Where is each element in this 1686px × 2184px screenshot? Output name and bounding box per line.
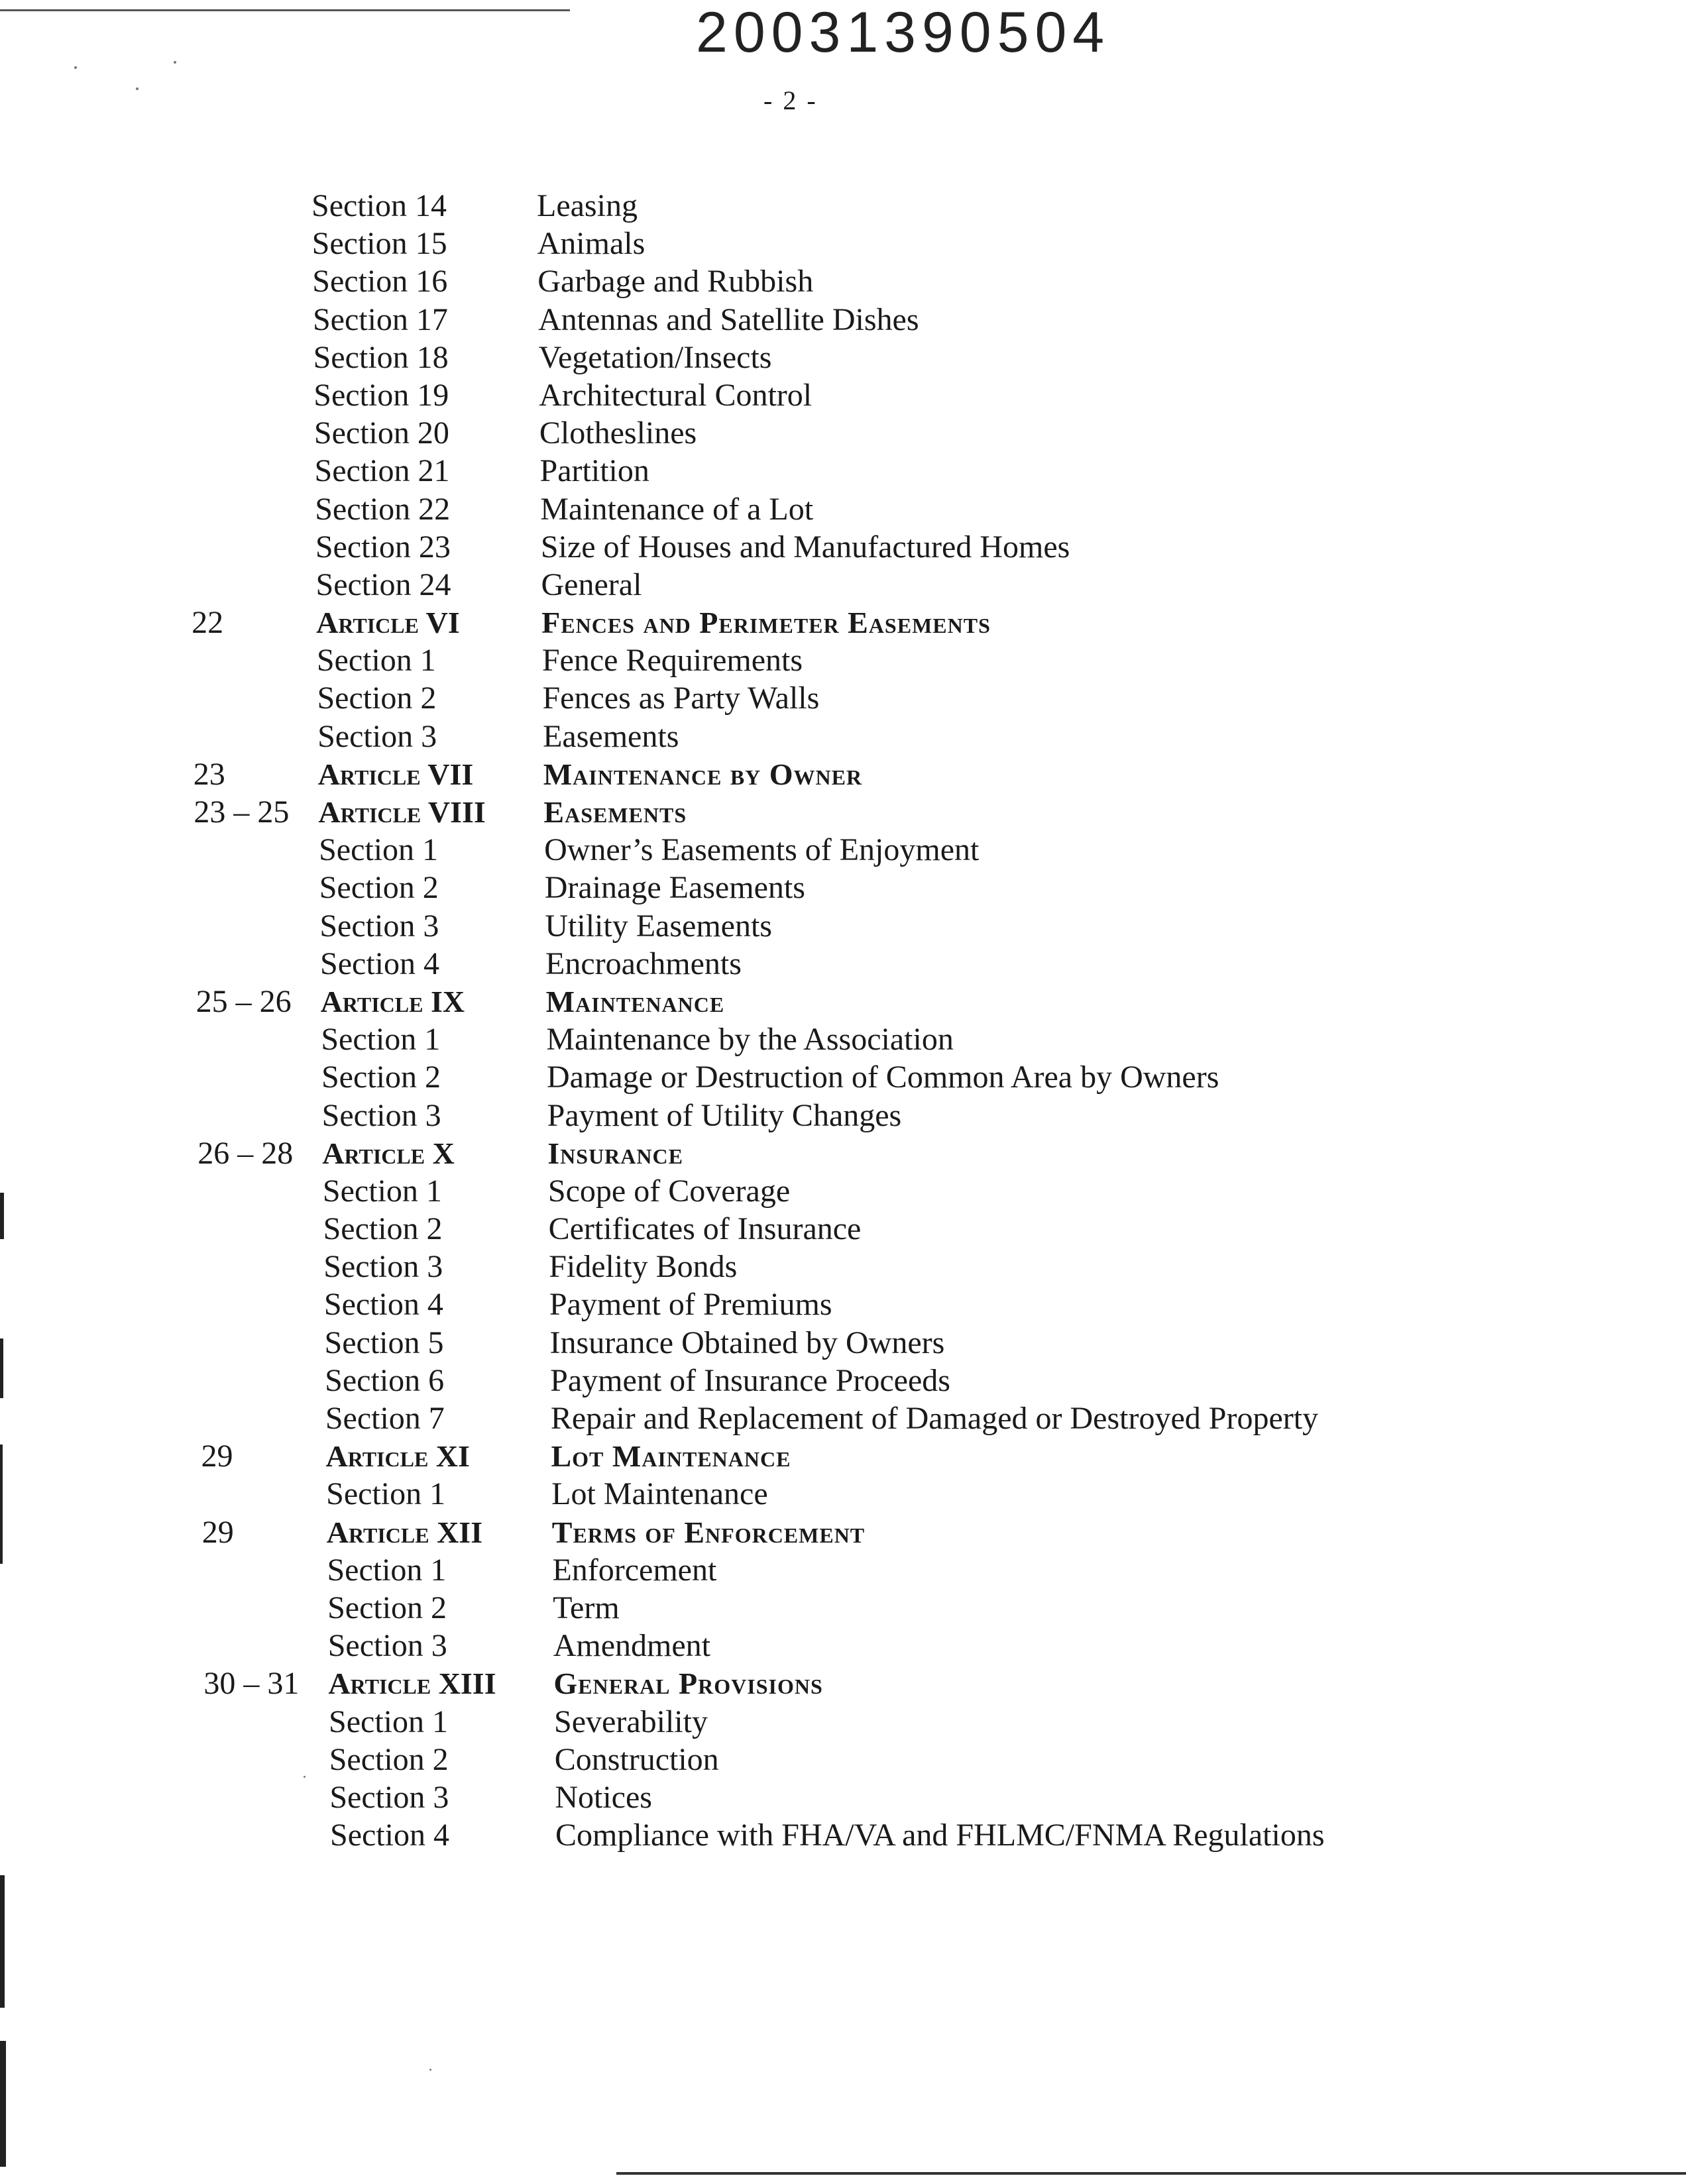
toc-section-label: Section 1	[321, 1022, 441, 1058]
toc-section-title: Certificates of Insurance	[548, 1211, 862, 1247]
scan-speck	[174, 61, 176, 64]
toc-section-label: Section 3	[329, 1779, 449, 1815]
toc-section-row	[0, 262, 1686, 300]
toc-page-range: 26 – 28	[197, 1135, 294, 1171]
toc-section-row	[0, 1210, 1686, 1248]
scan-edge-mark	[0, 1875, 5, 2008]
toc-section-title: Notices	[555, 1779, 652, 1815]
toc-section-title: Payment of Premiums	[549, 1287, 832, 1323]
toc-section-row	[0, 1058, 1686, 1096]
toc-section-title: Maintenance of a Lot	[540, 491, 814, 527]
toc-section-title: Enforcement	[552, 1552, 717, 1588]
toc-section-row	[0, 945, 1686, 983]
toc-section-title: Damage or Destruction of Common Area by Owners	[546, 1060, 1219, 1095]
toc-section-label: Section 2	[319, 870, 439, 906]
toc-section-row	[0, 528, 1686, 566]
toc-section-title: Construction	[554, 1741, 719, 1777]
toc-section-label: Section 21	[314, 453, 450, 489]
toc-section-row	[0, 1551, 1686, 1589]
scan-speck	[304, 1776, 306, 1778]
toc-section-title: Clotheslines	[539, 415, 697, 451]
toc-section-label: Section 15	[311, 226, 447, 262]
toc-section-label: Section 17	[312, 301, 448, 337]
toc-section-label: Section 18	[313, 339, 449, 375]
toc-section-row	[0, 1589, 1686, 1627]
toc-article-row	[0, 983, 1686, 1020]
toc-section-label: Section 2	[327, 1590, 447, 1625]
toc-section-row	[0, 1324, 1686, 1362]
scan-speck	[429, 2069, 431, 2071]
toc-article-label: Article XI	[325, 1439, 470, 1474]
toc-article-title: Easements	[543, 795, 687, 829]
toc-article-title: Lot Maintenance	[551, 1439, 791, 1474]
toc-article-row	[0, 755, 1686, 793]
toc-article-row	[0, 1437, 1686, 1475]
toc-section-row	[0, 1475, 1686, 1513]
toc-section-row	[0, 566, 1686, 604]
toc-section-title: Architectural Control	[539, 377, 813, 413]
toc-article-label: Article X	[322, 1136, 455, 1170]
scan-speck	[74, 66, 77, 69]
scan-edge-mark	[0, 2041, 6, 2167]
toc-section-label: Section 1	[327, 1552, 447, 1588]
toc-page-range: 30 – 31	[203, 1666, 300, 1702]
toc-section-title: Garbage and Rubbish	[537, 264, 814, 300]
toc-section-row	[0, 1778, 1686, 1816]
toc-section-title: Term	[553, 1590, 620, 1625]
toc-section-label: Section 22	[315, 491, 451, 527]
toc-page-range: 29	[201, 1439, 233, 1474]
scan-top-rule	[0, 9, 570, 11]
toc-section-title: Animals	[537, 226, 646, 262]
toc-article-label: Article VIII	[318, 795, 486, 829]
toc-article-row	[0, 793, 1686, 831]
toc-section-row	[0, 490, 1686, 528]
toc-section-row	[0, 641, 1686, 679]
toc-section-label: Section 2	[323, 1211, 443, 1247]
toc-section-label: Section 2	[317, 681, 437, 716]
toc-section-row	[0, 869, 1686, 906]
toc-article-label: Article XII	[326, 1515, 483, 1549]
toc-section-row	[0, 1399, 1686, 1437]
toc-section-title: Owner’s Easements of Enjoyment	[544, 832, 980, 868]
toc-section-label: Section 5	[324, 1325, 444, 1360]
toc-section-row	[0, 1816, 1686, 1854]
toc-section-label: Section 16	[312, 264, 448, 300]
scan-edge-mark	[0, 1338, 3, 1398]
toc-page-range: 23	[193, 756, 225, 792]
toc-section-row	[0, 1741, 1686, 1778]
toc-section-title: General	[541, 567, 642, 602]
toc-section-title: Encroachments	[545, 946, 742, 981]
toc-article-title: Maintenance	[545, 984, 725, 1018]
table-of-contents	[0, 187, 1686, 1854]
toc-page-range: 29	[201, 1514, 234, 1550]
toc-section-title: Repair and Replacement of Damaged or Destroyed Property	[550, 1401, 1319, 1436]
toc-section-row	[0, 1020, 1686, 1058]
page-number: - 2 -	[763, 85, 818, 115]
toc-article-title: Terms of Enforcement	[551, 1515, 866, 1549]
toc-section-row	[0, 718, 1686, 755]
toc-article-title: General Provisions	[553, 1666, 823, 1701]
scan-speck	[136, 87, 139, 90]
toc-article-row	[0, 1665, 1686, 1702]
toc-article-row	[0, 1513, 1686, 1551]
toc-section-title: Fence Requirements	[541, 643, 803, 679]
toc-article-label: Article VII	[317, 757, 474, 791]
toc-section-label: Section 7	[325, 1401, 445, 1436]
toc-section-row	[0, 225, 1686, 262]
toc-section-title: Amendment	[553, 1628, 711, 1664]
toc-section-label: Section 1	[322, 1173, 442, 1209]
toc-section-row	[0, 452, 1686, 490]
toc-section-title: Antennas and Satellite Dishes	[537, 301, 919, 337]
toc-section-title: Scope of Coverage	[547, 1173, 791, 1209]
toc-section-title: Partition	[539, 453, 649, 489]
toc-section-title: Insurance Obtained by Owners	[549, 1325, 945, 1360]
toc-section-row	[0, 1703, 1686, 1741]
toc-section-label: Section 23	[315, 529, 451, 565]
toc-section-label: Section 19	[313, 377, 449, 413]
toc-section-title: Payment of Utility Changes	[547, 1097, 902, 1133]
toc-section-title: Easements	[543, 718, 679, 754]
toc-section-row	[0, 907, 1686, 945]
toc-section-title: Payment of Insurance Proceeds	[550, 1362, 950, 1398]
toc-section-row	[0, 339, 1686, 376]
toc-article-label: Article VI	[316, 606, 460, 640]
toc-section-title: Severability	[554, 1704, 708, 1739]
toc-section-title: Leasing	[537, 188, 638, 223]
toc-page-range: 23 – 25	[194, 794, 290, 830]
scan-edge-mark	[0, 1445, 3, 1564]
toc-section-label: Section 3	[317, 718, 437, 754]
toc-section-title: Size of Houses and Manufactured Homes	[540, 529, 1070, 565]
toc-section-label: Section 1	[319, 832, 439, 868]
toc-section-row	[0, 1627, 1686, 1665]
toc-section-row	[0, 1248, 1686, 1285]
toc-section-title: Vegetation/Insects	[538, 339, 772, 375]
toc-article-label: Article XIII	[328, 1666, 496, 1701]
toc-section-title: Fidelity Bonds	[549, 1249, 738, 1285]
toc-section-title: Lot Maintenance	[551, 1476, 768, 1512]
toc-section-label: Section 1	[326, 1476, 446, 1512]
toc-section-title: Drainage Easements	[544, 870, 805, 906]
toc-section-label: Section 4	[320, 946, 439, 981]
toc-section-label: Section 24	[315, 567, 451, 602]
toc-section-row	[0, 376, 1686, 414]
toc-section-row	[0, 414, 1686, 452]
toc-article-row	[0, 1134, 1686, 1172]
toc-section-label: Section 20	[313, 415, 449, 451]
toc-page-range: 22	[192, 605, 224, 641]
toc-article-title: Fences and Perimeter Easements	[541, 606, 991, 640]
document-number: 20031390504	[696, 1, 1111, 64]
toc-section-label: Section 3	[327, 1628, 447, 1664]
toc-article-title: Insurance	[547, 1136, 683, 1170]
toc-section-row	[0, 187, 1686, 225]
toc-section-label: Section 4	[323, 1287, 443, 1323]
toc-section-label: Section 3	[321, 1097, 441, 1133]
toc-section-label: Section 2	[329, 1741, 449, 1777]
toc-section-label: Section 3	[319, 908, 439, 944]
toc-section-row	[0, 1285, 1686, 1323]
toc-section-label: Section 2	[321, 1060, 441, 1095]
toc-article-title: Maintenance by Owner	[543, 757, 863, 791]
toc-section-row	[0, 1362, 1686, 1399]
toc-section-row	[0, 1172, 1686, 1210]
toc-article-label: Article IX	[320, 984, 465, 1018]
toc-section-title: Maintenance by the Association	[546, 1022, 954, 1058]
toc-section-title: Compliance with FHA/VA and FHLMC/FNMA Regulations	[555, 1818, 1325, 1853]
toc-page-range: 25 – 26	[196, 983, 292, 1019]
toc-section-row	[0, 679, 1686, 717]
toc-section-title: Utility Easements	[545, 908, 772, 944]
scan-edge-mark	[0, 1193, 4, 1239]
toc-section-label: Section 6	[325, 1362, 445, 1398]
toc-article-row	[0, 604, 1686, 641]
toc-section-row	[0, 1097, 1686, 1134]
toc-section-label: Section 4	[330, 1818, 449, 1853]
toc-section-label: Section 3	[323, 1249, 443, 1285]
toc-section-label: Section 14	[311, 188, 447, 223]
toc-section-row	[0, 301, 1686, 339]
scan-bottom-rule	[616, 2172, 1686, 2175]
toc-section-row	[0, 831, 1686, 869]
toc-section-title: Fences as Party Walls	[542, 681, 820, 716]
toc-section-label: Section 1	[316, 643, 436, 679]
toc-section-label: Section 1	[329, 1704, 449, 1739]
